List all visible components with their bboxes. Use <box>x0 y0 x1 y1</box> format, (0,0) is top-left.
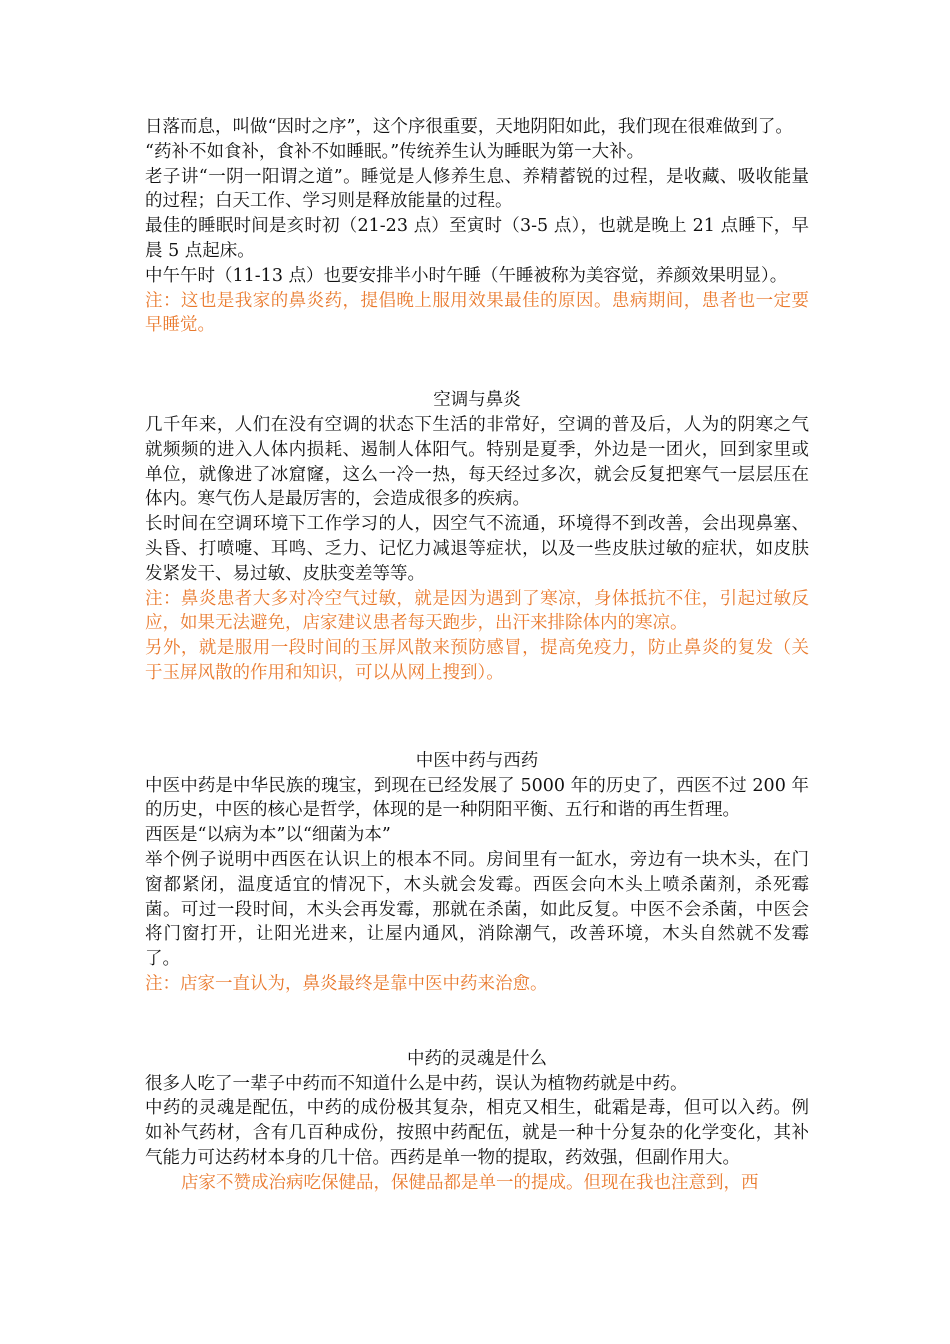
tcm-paragraph-3: 举个例子说明中西医在认识上的根本不同。房间里有一缸水，旁边有一块木头，在门窗都紧闭，温度适宜的情况下，木头就会发霉。西医会向木头上喷杀菌剂，杀死霉菌。可过一段时间，木头会再发霉，那就在杀菌，如此反复。中医不会杀菌，中医会将门窗打开，让阳光进来，让屋内通风，消除潮气，改善环境，木头自然就不发霉了。 <box>145 849 809 970</box>
intro-note: 注：这也是我家的鼻炎药，提倡晚上服用效果最佳的原因。患病期间，患者也一定要早睡觉。 <box>145 290 809 336</box>
intro-paragraph-2: “药补不如食补，食补不如睡眠。”传统养生认为睡眠为第一大补。 <box>145 141 645 162</box>
soul-paragraph-1: 很多人吃了一辈子中药而不知道什么是中药，误认为植物药就是中药。 <box>145 1073 688 1094</box>
section-title-ac: 空调与鼻炎 <box>433 390 521 411</box>
section-title-soul: 中药的灵魂是什么 <box>407 1048 547 1069</box>
tcm-note: 注：店家一直认为，鼻炎最终是靠中医中药来治愈。 <box>145 973 548 994</box>
tcm-paragraph-2: 西医是“以病为本”以“细菌为本” <box>145 825 391 846</box>
section-title-tcm: 中医中药与西药 <box>415 750 539 771</box>
ac-paragraph-2: 长时间在空调环境下工作学习的人，因空气不流通，环境得不到改善，会出现鼻塞、头昏、打喷嚏、耳鸣、乏力、记忆力减退等症状，以及一些皮肤过敏的症状，如皮肤发紧发干、易过敏、皮肤变差等等。 <box>145 514 809 584</box>
section-spacer <box>145 997 809 1047</box>
soul-note: 店家不赞成治病吃保健品，保健品都是单一的提成。但现在我也注意到，西 <box>181 1172 759 1193</box>
tcm-paragraph-1: 中医中药是中华民族的瑰宝，到现在已经发展了 5000 年的历史了，西医不过 200 年的历史，中医的核心是哲学，体现的是一种阴阳平衡、五行和谐的再生哲理。 <box>145 775 809 821</box>
section-spacer <box>145 686 809 749</box>
intro-paragraph-1: 日落而息，叫做“因时之序”，这个序很重要，天地阴阳如此，我们现在很难做到了。 <box>145 117 793 137</box>
document-page <box>145 115 809 1195</box>
ac-note-2: 另外，就是服用一段时间的玉屏风散来预防感冒，提高免疫力，防止鼻炎的复发（关于玉屏风散的作用和知识，可以从网上搜到）。 <box>145 638 809 683</box>
section-spacer <box>145 338 809 388</box>
ac-note-1: 注：鼻炎患者大多对冷空气过敏，就是因为遇到了寒凉，身体抵抗不住，引起过敏反应，如果无法避免，店家建议患者每天跑步，出汗来排除体内的寒凉。 <box>145 588 809 634</box>
intro-paragraph-5: 中午午时（11-13 点）也要安排半小时午睡（午睡被称为美容觉，养颜效果明显）。 <box>145 265 788 286</box>
ac-paragraph-1: 几千年来，人们在没有空调的状态下生活的非常好，空调的普及后，人为的阴寒之气就频频的进入人体内损耗、遏制人体阳气。特别是夏季，外边是一团火，回到家里或单位，就像进了冰窟窿，这么一冷一热，每天经过多次，就会反复把寒气一层层压在体内。寒气伤人是最厉害的，会造成很多的疾病。 <box>145 414 809 510</box>
soul-paragraph-2: 中药的灵魂是配伍，中药的成份极其复杂，相克又相生，砒霜是毒，但可以入药。例如补气药材，含有几百种成份，按照中药配伍，就是一种十分复杂的化学变化，其补气能力可达药材本身的几十倍。西药是单一物的提取，药效强，但副作用大。 <box>145 1098 809 1168</box>
intro-paragraph-4: 最佳的睡眠时间是亥时初（21-23 点）至寅时（3-5 点），也就是晚上 21 点睡下，早晨 5 点起床。 <box>145 216 809 261</box>
intro-paragraph-3: 老子讲“一阴一阳谓之道”。睡觉是人修养生息、养精蓄锐的过程，是收藏、吸收能量的过程；白天工作、学习则是释放能量的过程。 <box>145 166 809 212</box>
